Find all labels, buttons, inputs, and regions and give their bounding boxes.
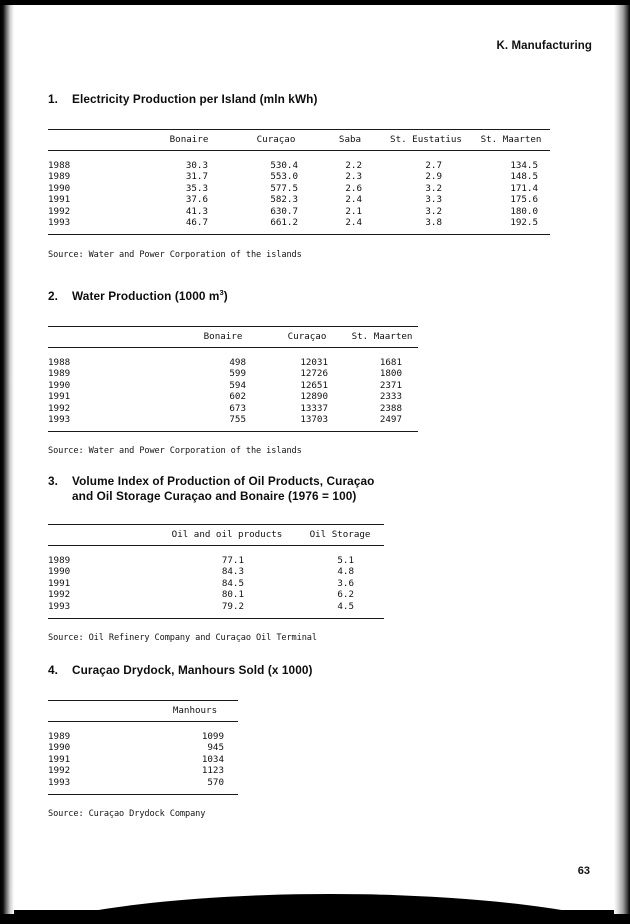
table-row (48, 578, 384, 589)
table-row (48, 183, 550, 194)
section-4-source: Source: Curaçao Drydock Company (48, 809, 206, 820)
cell-value: 3.2 (425, 182, 442, 194)
cell-value: 13703 (300, 414, 328, 426)
table-header-row (48, 701, 238, 722)
cell-value: 2371 (379, 379, 402, 391)
cell-year: 1989 (48, 368, 71, 380)
section-water-production (48, 289, 588, 456)
cell-year: 1993 (48, 776, 71, 788)
col-header-year (48, 701, 152, 722)
book-spine-shadow (0, 0, 14, 924)
table-row (48, 194, 550, 205)
section-3-source: Source: Oil Refinery Company and Curaçao Oil Terminal (48, 633, 317, 644)
table-row (48, 566, 384, 577)
cell-value: 134.5 (510, 160, 538, 171)
cell-year: 1990 (48, 182, 71, 194)
cell-value: 12651 (300, 379, 328, 391)
table-row (48, 722, 238, 743)
cell-value: 1123 (201, 765, 224, 777)
cell-value: 530.4 (270, 160, 298, 171)
cell-value: 630.7 (270, 205, 298, 217)
cell-value: 673 (229, 402, 246, 414)
col-header-saba: Saba (338, 134, 362, 145)
section-2-title (48, 289, 588, 304)
table-row (48, 601, 384, 619)
table-row (48, 754, 238, 765)
col-header-curacao: Curaçao (287, 331, 327, 342)
section-2-number: 2. (48, 289, 59, 303)
page-right-edge-shadow (614, 0, 630, 924)
cell-value: 2.2 (345, 160, 362, 171)
table-row (48, 742, 238, 753)
page-number: 63 (577, 865, 590, 877)
cell-value: 5.1 (337, 555, 354, 566)
cell-year: 1989 (48, 555, 71, 566)
table-header-row (48, 130, 550, 151)
cell-year: 1988 (48, 357, 71, 368)
table-row (48, 546, 384, 567)
scan-top-border (0, 0, 630, 5)
col-header-st-maarten: St. Maarten (351, 331, 413, 342)
cell-value: 79.2 (221, 600, 244, 612)
scan-bottom-border (0, 914, 630, 924)
table-electricity-production (48, 129, 550, 235)
cell-value: 755 (229, 414, 246, 426)
cell-value: 80.1 (221, 589, 244, 601)
cell-value: 13337 (300, 402, 328, 414)
cell-value: 192.5 (510, 217, 538, 229)
cell-year: 1992 (48, 402, 71, 414)
table-header-row (48, 327, 418, 348)
section-3-title-line2: and Oil Storage Curaçao and Bonaire (1976 = 100) (72, 489, 357, 503)
table-row (48, 589, 384, 600)
cell-value: 498 (229, 357, 246, 368)
table-bottom-rule (48, 235, 550, 236)
cell-value: 945 (207, 742, 224, 754)
cell-value: 180.0 (510, 205, 538, 217)
cell-value: 1099 (201, 731, 224, 742)
section-2-title-post: ) (223, 289, 228, 303)
section-4-title-text: Curaçao Drydock, Manhours Sold (x 1000) (72, 663, 313, 677)
table-drydock-manhours (48, 700, 238, 795)
cell-year: 1993 (48, 600, 71, 612)
cell-value: 41.3 (185, 205, 208, 217)
cell-value: 2.4 (345, 194, 362, 206)
cell-value: 35.3 (185, 182, 208, 194)
col-header-bonaire: Bonaire (169, 134, 209, 145)
cell-year: 1991 (48, 577, 71, 589)
cell-value: 1800 (379, 368, 402, 380)
cell-year: 1992 (48, 205, 71, 217)
col-header-st-maarten: St. Maarten (480, 134, 542, 145)
cell-value: 594 (229, 379, 246, 391)
col-header-year (48, 130, 146, 151)
cell-year: 1988 (48, 160, 71, 171)
table-row (48, 391, 418, 402)
table-row (48, 151, 550, 172)
cell-year: 1991 (48, 391, 71, 403)
cell-value: 2.9 (425, 171, 442, 183)
col-header-st-eustatius: St. Eustatius (390, 134, 462, 145)
cell-value: 3.2 (425, 205, 442, 217)
table-row (48, 414, 418, 432)
table-row (48, 206, 550, 217)
section-drydock-manhours (48, 663, 588, 819)
cell-value: 553.0 (270, 171, 298, 183)
section-3-title-text (72, 474, 588, 504)
cell-value: 599 (229, 368, 246, 380)
cell-value: 570 (207, 776, 224, 788)
cell-value: 84.5 (221, 577, 244, 589)
cell-value: 77.1 (221, 555, 244, 566)
cell-value: 3.6 (337, 577, 354, 589)
col-header-curacao: Curaçao (256, 134, 296, 145)
table-row (48, 348, 418, 369)
col-header-year (48, 327, 178, 348)
table-header-row (48, 525, 384, 546)
cell-value: 4.5 (337, 600, 354, 612)
cell-value: 2.7 (425, 160, 442, 171)
section-1-source: Source: Water and Power Corporation of the islands (48, 250, 302, 261)
cell-value: 6.2 (337, 589, 354, 601)
cell-value: 12890 (300, 391, 328, 403)
col-header-year (48, 525, 158, 546)
cell-value: 582.3 (270, 194, 298, 206)
cell-value: 1034 (201, 753, 224, 765)
section-2-title-superscript: 3 (219, 288, 224, 298)
section-2-title-pre: Water Production (1000 m (72, 289, 220, 303)
cell-year: 1989 (48, 171, 71, 183)
table-row (48, 171, 550, 182)
cell-year: 1993 (48, 414, 71, 426)
cell-value: 31.7 (185, 171, 208, 183)
cell-value: 577.5 (270, 182, 298, 194)
cell-year: 1989 (48, 731, 71, 742)
cell-year: 1992 (48, 765, 71, 777)
cell-value: 4.8 (337, 566, 354, 578)
cell-value: 1681 (379, 357, 402, 368)
col-header-oil-storage: Oil Storage (309, 529, 371, 540)
section-3-number: 3. (48, 474, 59, 488)
section-2-source: Source: Water and Power Corporation of the islands (48, 446, 302, 457)
section-1-number: 1. (48, 92, 59, 106)
section-oil-volume-index (48, 474, 588, 643)
table-water-production (48, 326, 418, 432)
section-1-title-text: Electricity Production per Island (mln kWh) (72, 92, 318, 106)
cell-value: 171.4 (510, 182, 538, 194)
cell-value: 2497 (379, 414, 402, 426)
table-bottom-rule (48, 432, 418, 433)
cell-value: 84.3 (221, 566, 244, 578)
cell-value: 12031 (300, 357, 328, 368)
cell-value: 2.4 (345, 217, 362, 229)
cell-value: 37.6 (185, 194, 208, 206)
cell-value: 3.3 (425, 194, 442, 206)
table-oil-volume-index (48, 524, 384, 619)
section-electricity-production (48, 92, 588, 260)
section-2-title-text (72, 289, 588, 304)
cell-value: 3.8 (425, 217, 442, 229)
table-row (48, 380, 418, 391)
cell-value: 12726 (300, 368, 328, 380)
cell-year: 1990 (48, 379, 71, 391)
section-3-title (48, 474, 588, 504)
cell-year: 1990 (48, 566, 71, 578)
cell-value: 148.5 (510, 171, 538, 183)
page-content (12, 4, 618, 910)
table-row (48, 777, 238, 795)
table-row (48, 765, 238, 776)
cell-value: 661.2 (270, 217, 298, 229)
cell-value: 2388 (379, 402, 402, 414)
table-bottom-rule (48, 619, 384, 620)
table-row (48, 368, 418, 379)
cell-year: 1992 (48, 589, 71, 601)
cell-value: 46.7 (185, 217, 208, 229)
cell-value: 2.3 (345, 171, 362, 183)
cell-value: 175.6 (510, 194, 538, 206)
cell-value: 30.3 (185, 160, 208, 171)
col-header-manhours: Manhours (172, 705, 218, 716)
section-4-title (48, 663, 588, 678)
document-page (12, 4, 618, 910)
section-4-number: 4. (48, 663, 59, 677)
table-bottom-rule (48, 795, 238, 796)
table-row (48, 217, 550, 235)
section-1-title (48, 92, 588, 107)
cell-year: 1990 (48, 742, 71, 754)
cell-value: 2.6 (345, 182, 362, 194)
cell-year: 1991 (48, 753, 71, 765)
table-row (48, 403, 418, 414)
cell-value: 2333 (379, 391, 402, 403)
cell-value: 2.1 (345, 205, 362, 217)
running-head: K. Manufacturing (496, 40, 592, 52)
section-3-title-line1: Volume Index of Production of Oil Products, Curaçao (72, 474, 375, 488)
col-header-bonaire: Bonaire (203, 331, 243, 342)
col-header-oil-and-oil-products: Oil and oil products (171, 529, 283, 540)
cell-value: 602 (229, 391, 246, 403)
cell-year: 1991 (48, 194, 71, 206)
cell-year: 1993 (48, 217, 71, 229)
